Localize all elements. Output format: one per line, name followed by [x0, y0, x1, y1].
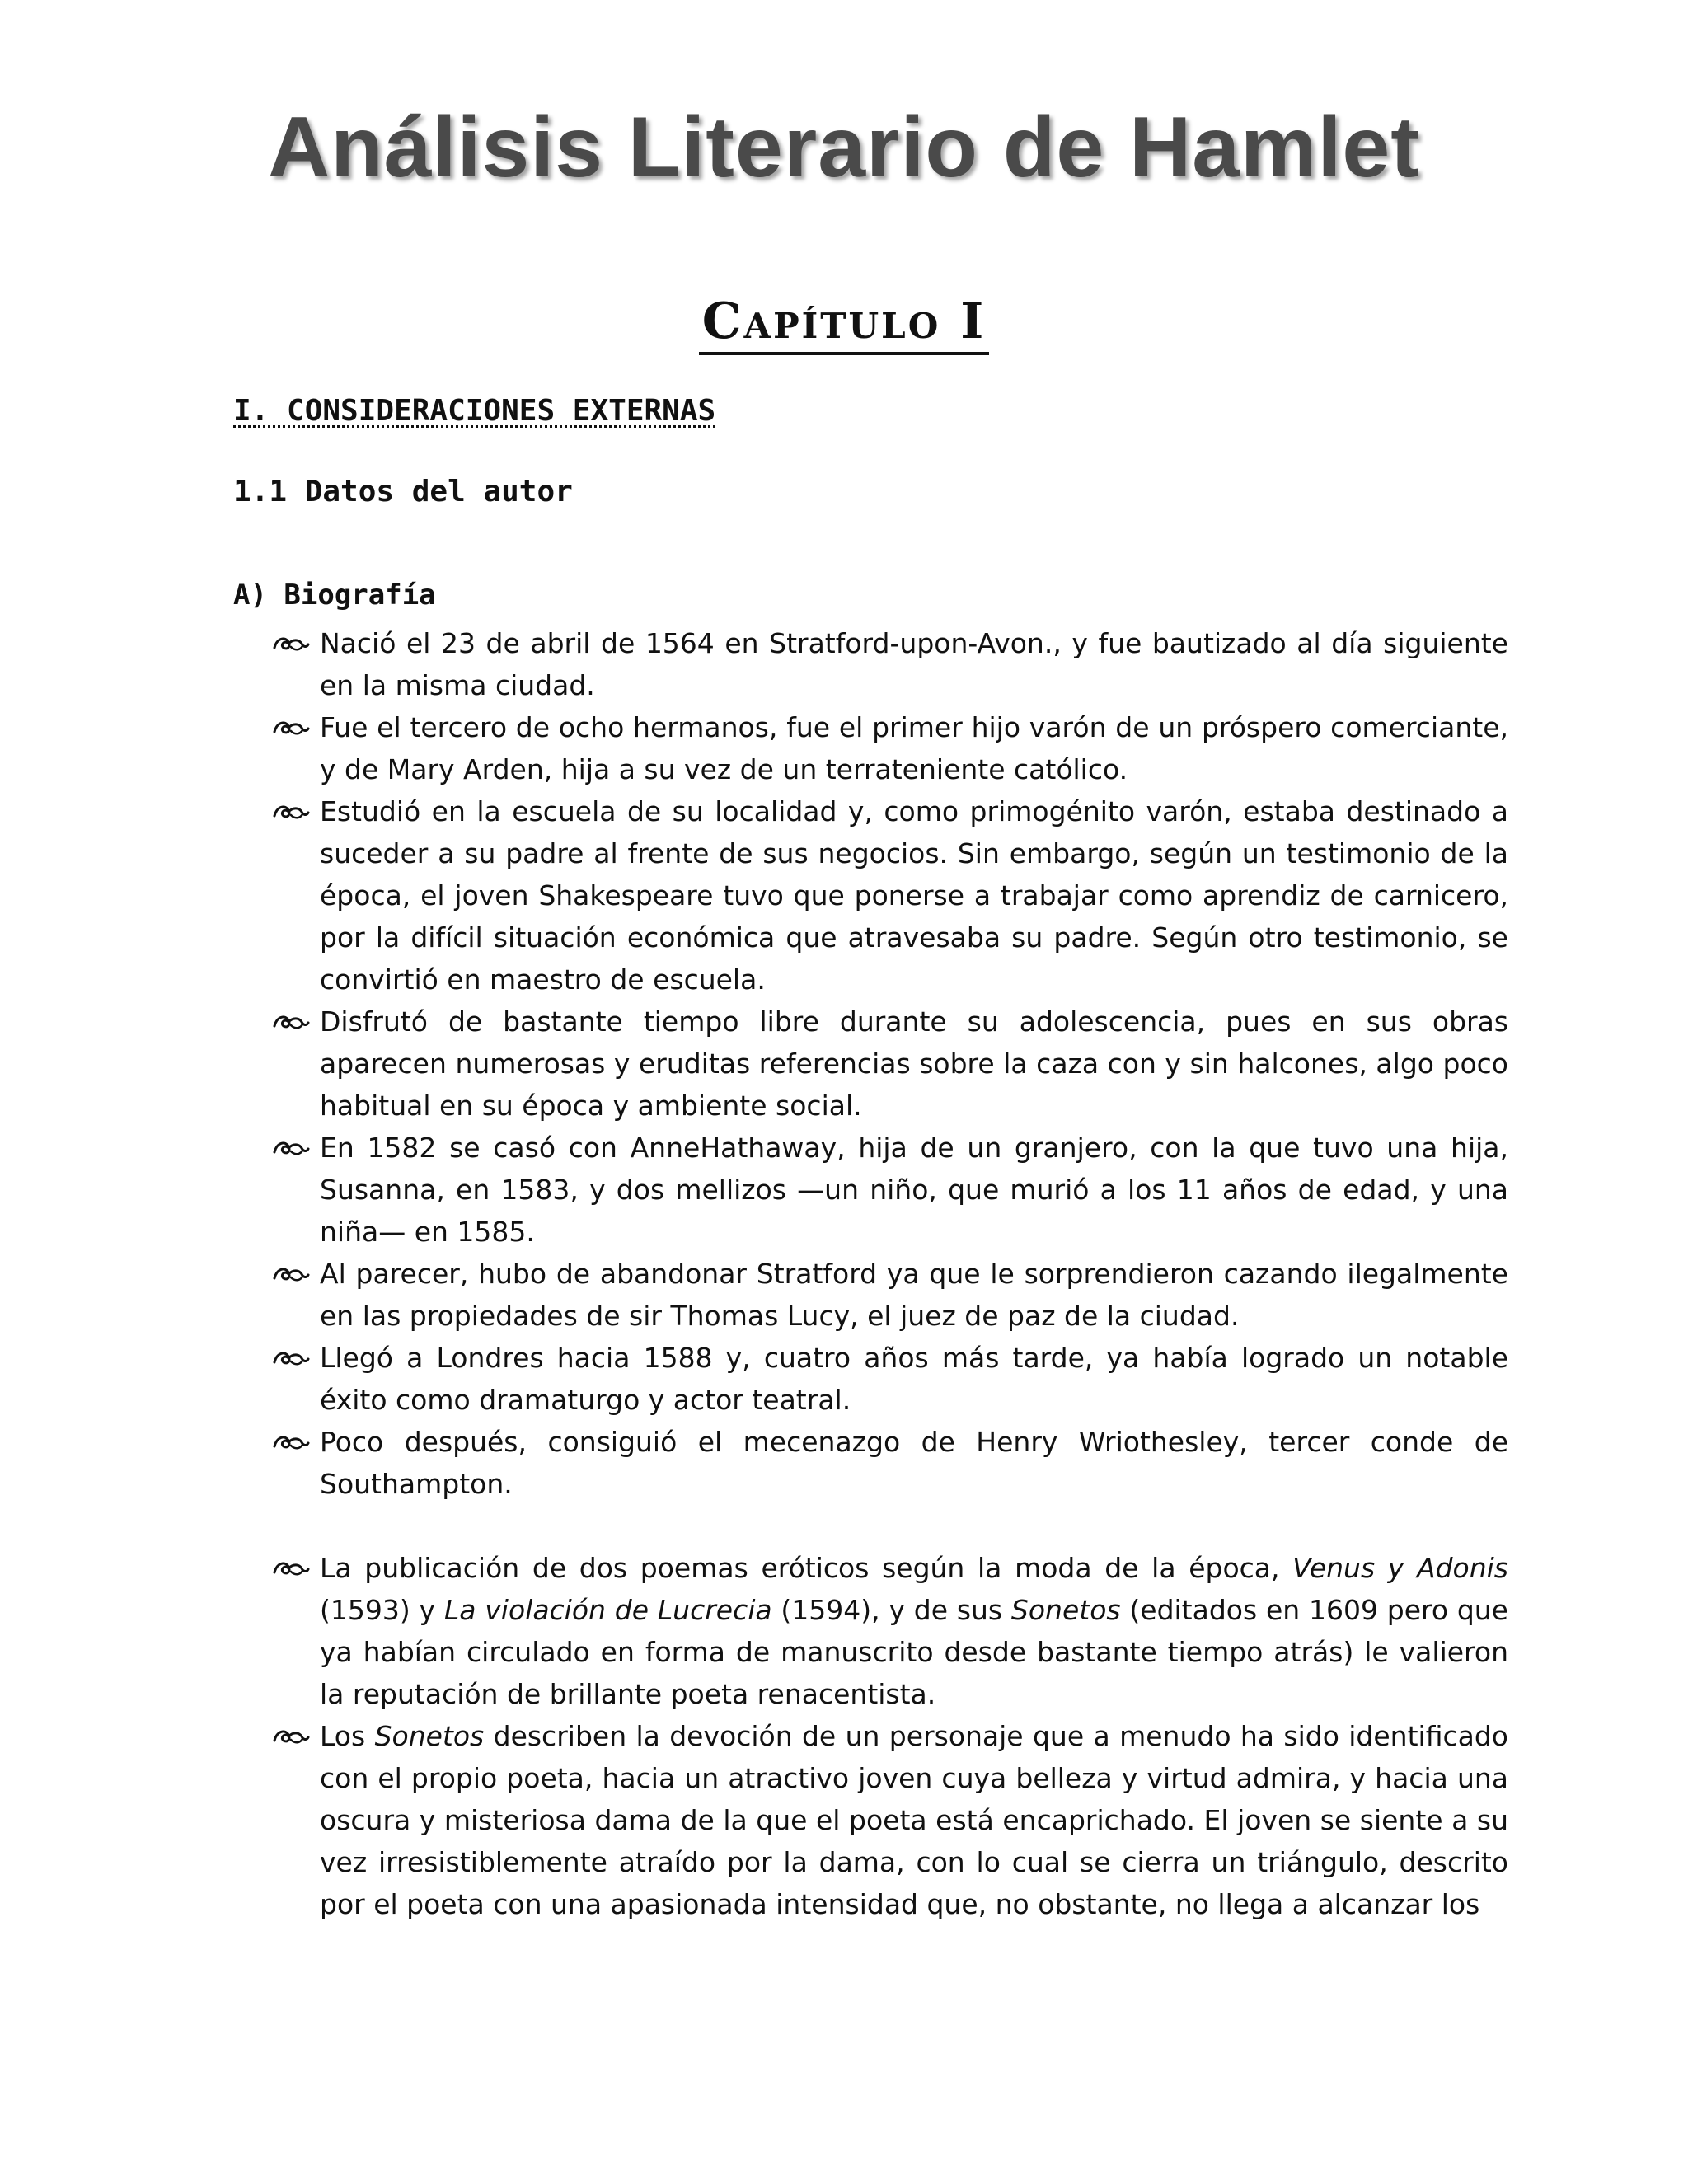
list-item-text: Disfrutó de bastante tiempo libre durante su adolescencia, pues en sus obras aparecen numerosas y eruditas referencias sobre la caza con y sin halcones, algo poco habitual en su época y ambiente social. — [320, 1005, 1508, 1122]
list-item-text: Fue el tercero de ocho hermanos, fue el primer hijo varón de un próspero comerciante, y de Mary Arden, hija a su vez de un terrateniente católico. — [320, 711, 1508, 785]
list-item — [272, 1127, 1508, 1253]
section-heading: I. CONSIDERACIONES EXTERNAS — [233, 394, 716, 428]
document-title: Análisis Literario de Hamlet — [268, 100, 1420, 195]
work-title-sonetos: Sonetos — [1010, 1594, 1121, 1626]
list-item — [272, 1547, 1508, 1715]
list-item-text-part: describen la devoción de un personaje que a menudo ha sido identificado con el propio poeta, hacia un atractivo joven cuya belleza y virtud admira, y hacia una oscura y misteriosa dama de la que el poeta está encaprichado. El joven se siente a su vez irresistiblemente atraído por la dama, con lo cual se cierra un triángulo, descrito por el poeta con una apasionada intensidad que, no obstante, no llega a alcanzar los — [320, 1720, 1508, 1920]
quill-flourish-icon — [272, 633, 310, 654]
quill-flourish-icon — [272, 801, 310, 823]
list-item-text-part: (1593) y — [320, 1594, 444, 1626]
list-item-text-part: (1594), y de sus — [771, 1594, 1011, 1626]
list-item-text-part: La publicación de dos poemas eróticos según la moda de la época, — [320, 1552, 1293, 1584]
quill-flourish-icon — [272, 1263, 310, 1285]
list-item — [272, 1421, 1508, 1505]
list-item-text-part: (editados en 1609 pero que ya habían circulado en forma de manuscrito desde bastante tiempo atrás) le valieron la reputación de brillante poeta renacentista. — [320, 1594, 1508, 1710]
list-item — [272, 1001, 1508, 1127]
chapter-heading — [0, 293, 1688, 350]
list-item-text: Estudió en la escuela de su localidad y, como primogénito varón, estaba destinado a suceder a su padre al frente de sus negocios. Sin embargo, según un testimonio de la época, el joven Shakespeare tuvo que ponerse a trabajar como aprendiz de carnicero, por la difícil situación económica que atravesaba su padre. Según otro testimonio, se convirtió en maestro de escuela. — [320, 795, 1508, 996]
list-item — [272, 1715, 1508, 1925]
list-item-text: Nació el 23 de abril de 1564 en Stratford-upon-Avon., y fue bautizado al día siguiente en la misma ciudad. — [320, 627, 1508, 701]
quill-flourish-icon — [272, 1137, 310, 1159]
biography-list — [272, 622, 1508, 1925]
quill-flourish-icon — [272, 1011, 310, 1033]
quill-flourish-icon — [272, 1432, 310, 1453]
quill-flourish-icon — [272, 1726, 310, 1747]
subsection-heading: 1.1 Datos del autor — [233, 475, 573, 509]
list-item — [272, 622, 1508, 706]
list-item-text: Al parecer, hubo de abandonar Stratford ya que le sorprendieron cazando ilegalmente en las propiedades de sir Thomas Lucy, el juez de paz de la ciudad. — [320, 1258, 1508, 1332]
work-title-sonetos: Sonetos — [374, 1720, 485, 1752]
biography-heading: A) Biografía — [233, 579, 436, 612]
list-item — [272, 706, 1508, 790]
quill-flourish-icon — [272, 1558, 310, 1579]
list-item-text: Poco después, consiguió el mecenazgo de Henry Wriothesley, tercer conde de Southampton. — [320, 1426, 1508, 1500]
list-item-text: En 1582 se casó con AnneHathaway, hija de un granjero, con la que tuvo una hija, Susanna, en 1583, y dos mellizos —un niño, que murió a los 11 años de edad, y una niña— en 1585. — [320, 1132, 1508, 1248]
work-title-venus-y-adonis: Venus y Adonis — [1292, 1552, 1508, 1584]
list-item — [272, 1253, 1508, 1337]
quill-flourish-icon — [272, 1347, 310, 1369]
quill-flourish-icon — [272, 717, 310, 738]
list-item-text: Llegó a Londres hacia 1588 y, cuatro años más tarde, ya había logrado un notable éxito como dramaturgo y actor teatral. — [320, 1342, 1508, 1416]
list-item-text-part: Los — [320, 1720, 375, 1752]
work-title-la-violacion-de-lucrecia: La violación de Lucrecia — [443, 1594, 772, 1626]
list-item — [272, 790, 1508, 1001]
list-item — [272, 1337, 1508, 1421]
chapter-heading-text: Capítulo I — [699, 293, 990, 355]
